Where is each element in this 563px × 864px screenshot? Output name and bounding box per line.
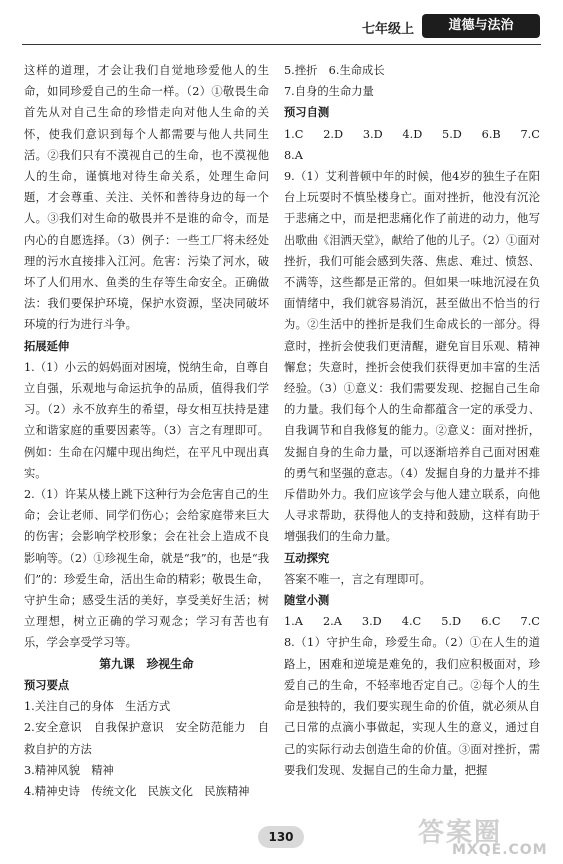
choice-answer: 1.C bbox=[284, 127, 304, 141]
right-column bbox=[284, 60, 540, 781]
choice-answer: 4.C bbox=[401, 615, 422, 629]
choice-answer: 3.D bbox=[362, 127, 383, 141]
answer-paragraph: 1.（1）小云的妈妈面对困境，悦纳生命，自尊自立自强，乐观地与命运抗争的品质，值得我们学习。（2）永不放弃生的希望，母女相互扶持是建立和谐家庭的重要因素等。（3）言之有理即可。例如：生命在闪耀中现出绚烂，在平凡中现出真实。 bbox=[24, 360, 269, 480]
left-column bbox=[24, 60, 269, 802]
choice-answer: 6.C bbox=[481, 615, 501, 629]
choice-answer: 7.C bbox=[520, 127, 540, 141]
choice-answer: 2.D bbox=[323, 127, 344, 141]
answer-line: 3.精神风貌 精神 bbox=[24, 763, 114, 777]
page-number: 130 bbox=[258, 826, 304, 848]
choice-answer: 5.D bbox=[441, 615, 462, 629]
choice-answer: 7.C bbox=[520, 615, 540, 629]
header-rule bbox=[22, 44, 541, 45]
page-header bbox=[0, 14, 563, 44]
answer-line: 答案不唯一，言之有理即可。 bbox=[284, 572, 431, 586]
choice-answers-row bbox=[284, 124, 540, 145]
choice-answers-row bbox=[284, 611, 540, 632]
choice-answer: 3.D bbox=[361, 615, 382, 629]
choice-answer: 4.D bbox=[402, 127, 423, 141]
watermark-logo: 答案圈 bbox=[418, 818, 503, 848]
lesson-title: 第九课 珍视生命 bbox=[99, 656, 194, 671]
answer-line: 5.挫折 6.生命成长 bbox=[284, 64, 385, 77]
section-heading-preview: 预习要点 bbox=[24, 678, 70, 692]
answer-line: 1.关注自己的身体 生活方式 bbox=[24, 700, 171, 714]
grade-label: 七年级上 bbox=[362, 22, 415, 37]
answer-line: 4.精神史诗 传统文化 民族文化 民族精神 bbox=[24, 784, 250, 798]
watermark-url: MXQE.COM bbox=[452, 842, 548, 858]
answer-paragraph: 2.（1）许某从楼上跳下这种行为会危害自己的生命；会让老师、同学们伤心；会给家庭带来巨大的伤害；会影响学校形象；会在社会上造成不良影响等。（2）①珍视生命，就是“我”的，也是“我们”的：珍爱生命，活出生命的精彩；敬畏生命，守护生命；感受生活的美好，享受美好生活；树立理想，树立正确的学习观念；学习有苦也有乐，学会享受学习等。 bbox=[24, 488, 269, 650]
answer-line: 8.A bbox=[284, 148, 303, 162]
answer-line: 2.安全意识 自我保护意识 安全防范能力 自救自护的方法 bbox=[24, 721, 269, 756]
section-heading-selftest: 预习自测 bbox=[284, 106, 330, 120]
section-heading-quiz: 随堂小测 bbox=[284, 594, 330, 608]
subject-badge: 道德与法治 bbox=[422, 14, 540, 38]
answer-paragraph: 这样的道理，才会让我们自觉地珍爱他人的生命，如同珍爱自己的生命一样。（2）①敬畏生命首先从对自己生命的珍惜走向对他人生命的关怀，使我们意识到每个人都需要与他人共同生活。②我们只有不漠视自己的生命，也不漠视他人的生命，谨慎地对待生命关系，处理生命问题，才会尊重、关注、关怀和善待身边的每一个人。③我们对生命的敬畏并不是谁的命令，而是内心的自愿选择。（3）例子：一些工厂将未经处理的污水直接排入江河。危害：污染了河水，破坏了人们用水、鱼类的生存等生命安全。正确做法：我们要保护环境，保护水资源，坚决同破坏环境的行为进行斗争。 bbox=[24, 64, 269, 332]
choice-answer: 5.D bbox=[442, 127, 462, 141]
answer-paragraph: 9.（1）艾利普顿中年的时候，他4岁的独生子在阳台上玩耍时不慎坠楼身亡。面对挫折，他没有沉沦于悲痛之中，而是把悲痛化作了前进的动力，他写出歌曲《泪洒天堂》，献给了他的儿子。（2）①面对挫折，我们可能会感到失落、焦虑、难过、愤怒、不满等，这些都是正常的。但如果一味地沉浸在负面情绪中，我们就容易消沉，甚至做出不恰当的行为。②生活中的挫折是我们生命成长的一部分。得意时，挫折会使我们更清醒，避免盲目乐观、精神懈怠；失意时，挫折会使我们获得更加丰富的生活经验。（3）①意义：我们需要发现、挖掘自己生命的力量。我们每个人的生命都蕴含一定的承受力、自我调节和自我修复的能力。②意义：面对挫折，发掘自身的生命力量，可以逐渐培养自己面对困难的勇气和坚强的意志。（4）发掘自身的力量并不排斥借助外力。我们应该学会与他人建立联系，向他人寻求帮助，获得他人的支持和鼓励，这样有助于增强我们的生命力量。 bbox=[284, 170, 540, 544]
choice-answer: 1.A bbox=[284, 615, 303, 629]
answer-paragraph: 8.（1）守护生命，珍爱生命。（2）①在人生的道路上，困难和逆境是难免的，我们应积极面对，珍爱自己的生命，不轻率地否定自己。②每个人的生命是独特的，我们要实现生命的价值，就必须从自己日常的点滴小事做起，实现人生的意义，通过自己的实际行动去创造生命的价值。③面对挫折，需要我们发现、发掘自己的生命力量，把握 bbox=[284, 636, 540, 777]
section-heading-extension: 拓展延伸 bbox=[24, 339, 70, 353]
choice-answer: 2.A bbox=[322, 615, 342, 629]
section-heading-interactive: 互动探究 bbox=[284, 551, 330, 565]
answer-line: 7.自身的生命力量 bbox=[284, 85, 374, 99]
choice-answer: 6.B bbox=[481, 127, 501, 141]
